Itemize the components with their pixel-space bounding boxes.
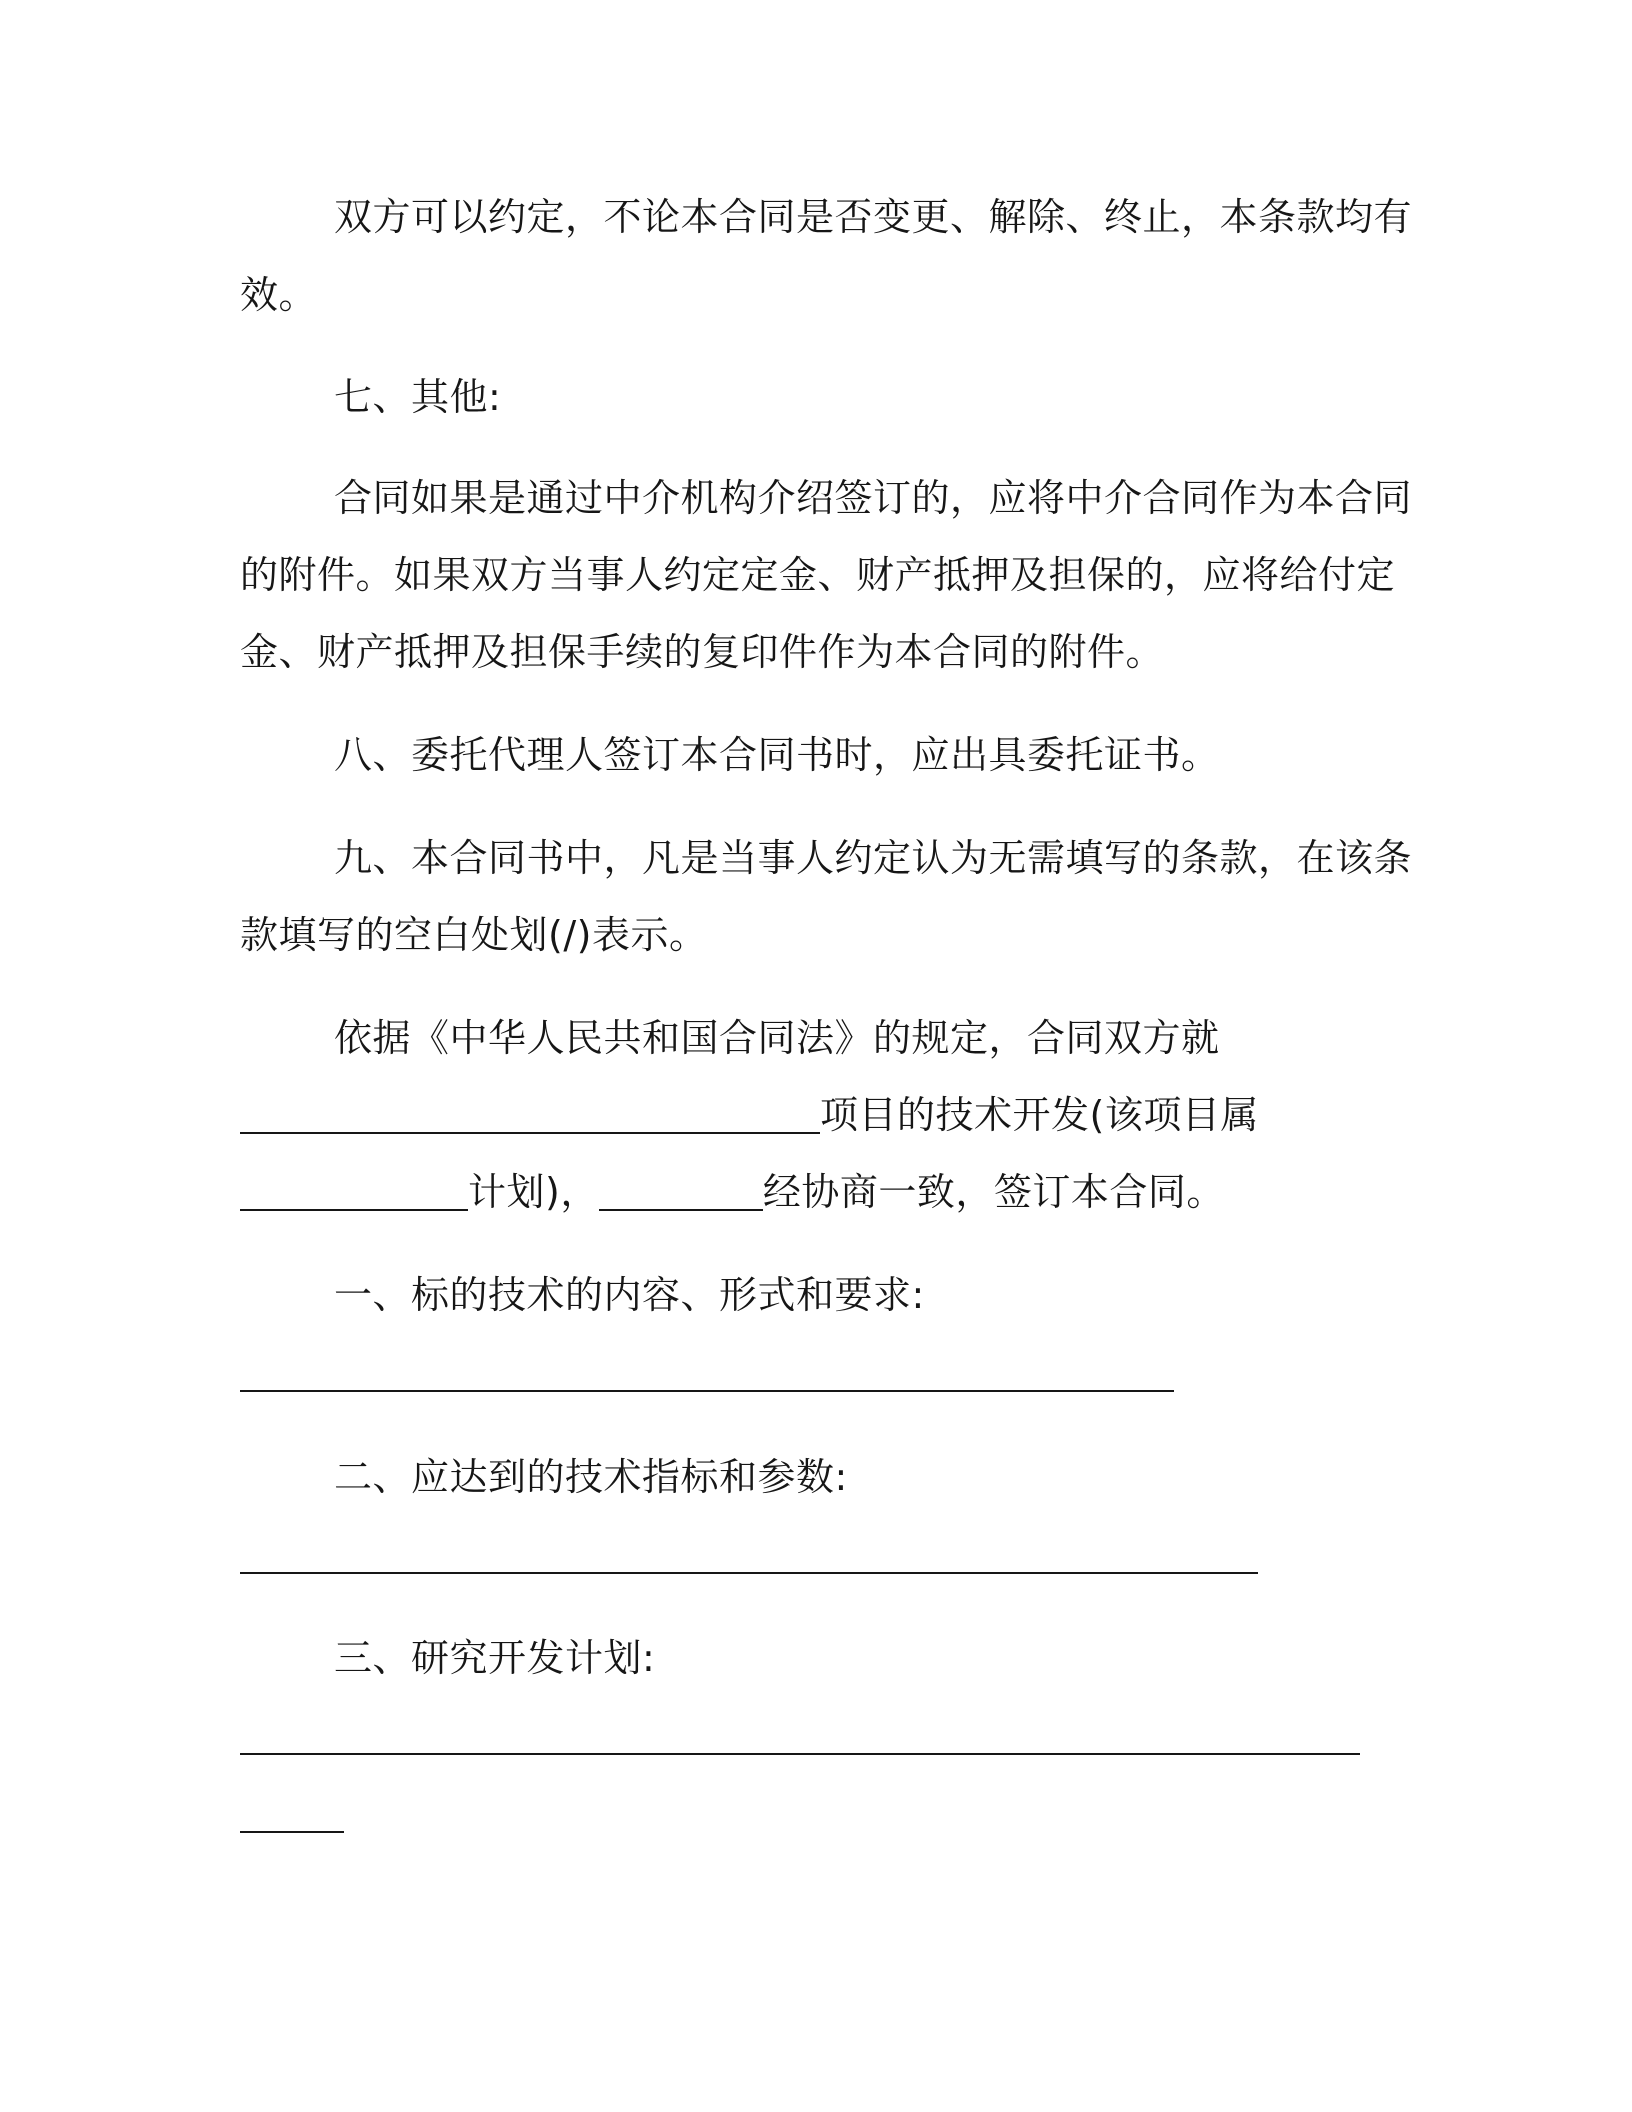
paragraph-text: 经协商一致，签订本合同。	[762, 1170, 1225, 1214]
paragraph-line: 效。	[240, 273, 318, 317]
fill-in-blank[interactable]	[240, 1171, 468, 1211]
fill-in-line[interactable]	[240, 1753, 1360, 1755]
section-heading: 二、应达到的技术指标和参数:	[334, 1455, 848, 1499]
paragraph-line: 款填写的空白处划(/)表示。	[240, 913, 708, 957]
fill-in-blank[interactable]	[240, 1094, 820, 1134]
section-heading: 七、其他:	[334, 375, 502, 419]
paragraph-line: 八、委托代理人签订本合同书时，应出具委托证书。	[334, 733, 1220, 777]
paragraph-line: 双方可以约定，不论本合同是否变更、解除、终止，本条款均有	[334, 195, 1413, 239]
paragraph-line	[240, 1167, 1225, 1217]
section-heading: 三、研究开发计划:	[334, 1636, 656, 1680]
fill-in-line[interactable]	[240, 1390, 1174, 1392]
section-heading: 一、标的技术的内容、形式和要求:	[334, 1273, 925, 1317]
paragraph-line: 的附件。如果双方当事人约定定金、财产抵押及担保的，应将给付定	[240, 553, 1396, 597]
paragraph-text: 计划)，	[468, 1170, 599, 1214]
paragraph-line: 九、本合同书中，凡是当事人约定认为无需填写的条款，在该条	[334, 836, 1413, 880]
fill-in-blank[interactable]	[599, 1171, 763, 1211]
paragraph-line: 金、财产抵押及担保手续的复印件作为本合同的附件。	[240, 630, 1165, 674]
fill-in-line[interactable]	[240, 1831, 344, 1833]
fill-in-line[interactable]	[240, 1572, 1258, 1574]
paragraph-text: 项目的技术开发(该项目属	[820, 1093, 1259, 1137]
paragraph-line: 依据《中华人民共和国合同法》的规定，合同双方就	[334, 1016, 1220, 1060]
paragraph-line	[240, 1090, 1259, 1140]
paragraph-line: 合同如果是通过中介机构介绍签订的，应将中介合同作为本合同	[334, 476, 1413, 520]
